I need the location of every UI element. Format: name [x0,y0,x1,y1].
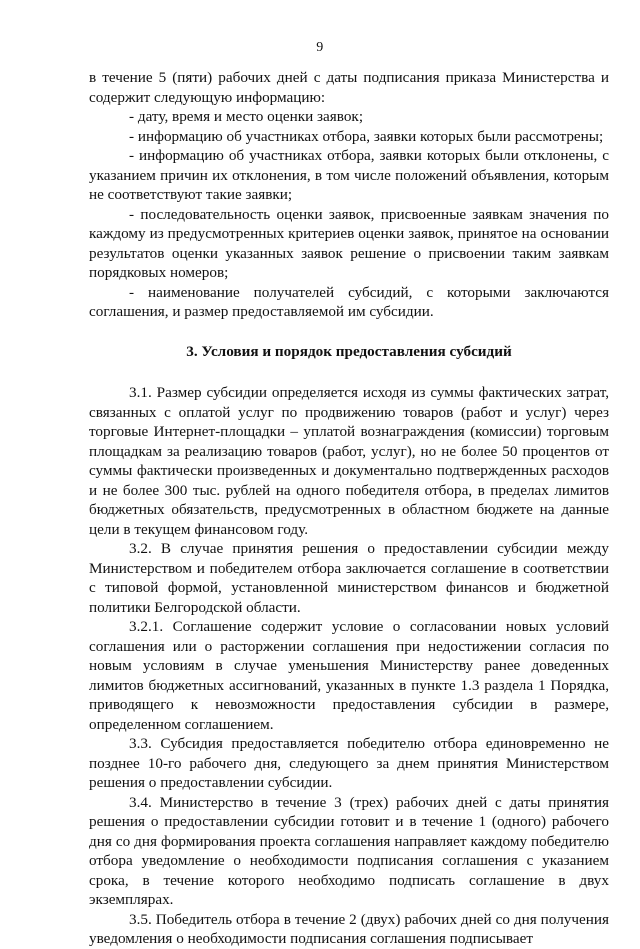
document-body [89,68,609,949]
list-item: - информацию об участниках отбора, заявки которых были рассмотрены; [129,127,604,145]
list-item: - наименование получателей субсидий, с которыми заключаются соглашения, и размер предоставляемой им субсидии. [89,283,609,320]
section-heading: 3. Условия и порядок предоставления субсидий [186,342,512,360]
paragraph: 3.1. Размер субсидии определяется исходя из суммы фактических затрат, связанных с оплатой услуг по продвижению товаров (работ и услуг) через торговые Интернет-площадки – уплатой вознаграждения (комиссии) торговым площадкам за реализацию товаров (работ, услуг), но не более 50 процентов от суммы фактически произведенных и документально подтвержденных расходов и не более 300 тыс. рублей на одного победителя отбора, в пределах лимитов бюджетных обязательств, предусмотренных в областном бюджете на данные цели в текущем финансовом году. [89,384,609,538]
list-item: - информацию об участниках отбора, заявки которых были отклонены, с указанием причин их отклонения, в том числе положений объявления, которым не соответствуют такие заявки; [89,147,609,203]
list-item: - дату, время и место оценки заявок; [129,108,364,125]
paragraph: в течение 5 (пяти) рабочих дней с даты подписания приказа Министерства и содержит следующую информацию: [89,69,609,106]
paragraph: 3.5. Победитель отбора в течение 2 (двух) рабочих дней со дня получения уведомления о необходимости подписания соглашения подписывает [89,910,609,947]
paragraph: 3.2. В случае принятия решения о предоставлении субсидии между Министерством и победителем отбора заключается соглашение в соответствии с типовой формой, установленной министерством финансов и бюджетной политики Белгородской области. [89,540,609,616]
paragraph: 3.2.1. Соглашение содержит условие о согласовании новых условий соглашения или о расторжении соглашения при недостижении согласия по новым условиям в случае уменьшения Министерству ранее доведенных лимитов бюджетных ассигнований, указанных в пункте 1.3 раздела 1 Порядка, приводящего к невозможности предоставления субсидии в размере, определенном соглашением. [89,618,609,733]
paragraph: 3.3. Субсидия предоставляется победителю отбора единовременно не позднее 10-го рабочего дня, следующего за днем принятия Министерством решения о предоставлении субсидии. [89,735,609,791]
paragraph: 3.4. Министерство в течение 3 (трех) рабочих дней с даты принятия решения о предоставлении субсидии готовит и в течение 1 (одного) рабочего дня со дня формирования проекта соглашения направляет каждому победителю отбора уведомление о необходимости подписания соглашения с указанием срока, в течение которого необходимо подписать соглашение в двух экземплярах. [89,793,609,908]
list-item: - последовательность оценки заявок, присвоенные заявкам значения по каждому из предусмотренных критериев оценки заявок, принятое на основании результатов оценки указанных заявок решение о присвоении таким заявкам порядковых номеров; [89,205,609,281]
page-number: 9 [316,40,324,55]
